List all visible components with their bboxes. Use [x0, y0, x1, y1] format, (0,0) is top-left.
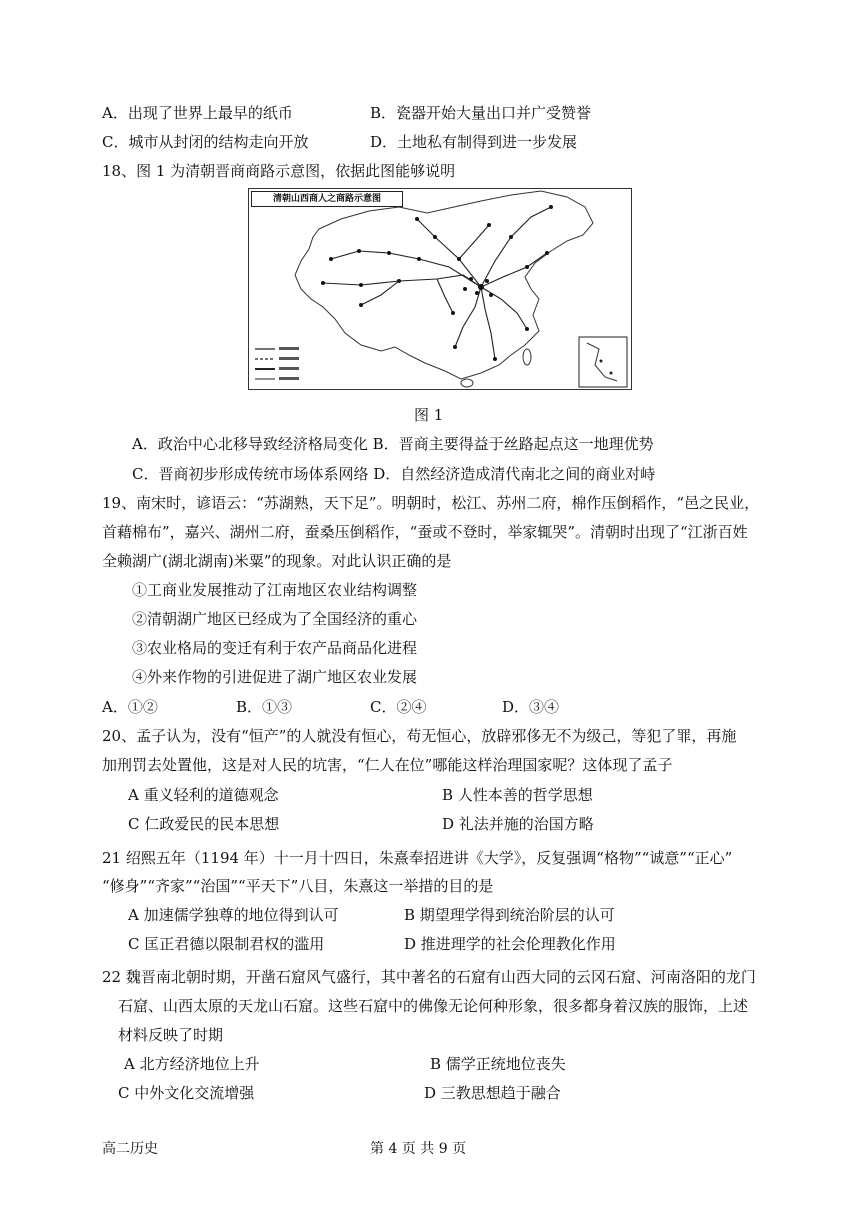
q19-option-a: A．①②: [102, 698, 158, 716]
q18-options-cd: C．晋商初步形成传统市场体系网络 D．自然经济造成清代南北之间的商业对峙: [132, 465, 656, 483]
q21-option-c: C 匡正君德以限制君权的滥用: [128, 935, 325, 953]
q19-item-3: ③农业格局的变迁有利于农产品商品化进程: [132, 639, 418, 657]
q17-option-a: A．出现了世界上最早的纸币: [102, 104, 293, 122]
map-graphic: [249, 189, 631, 389]
q19-option-b: B．①③: [236, 698, 293, 716]
city-markers: [321, 205, 553, 361]
merchant-route-map: [248, 188, 632, 390]
q19-item-4: ④外来作物的引进促进了湖广地区农业发展: [132, 668, 418, 686]
q22-stem-line-2: 石窟、山西太原的天龙山石窟。这些石窟中的佛像无论何种形象，很多都身着汉族的服饰，上述: [118, 997, 749, 1015]
q22-stem-line-3: 材料反映了时期: [118, 1026, 224, 1044]
q19-option-d: D．③④: [502, 698, 560, 716]
q19-item-2: ②清朝湖广地区已经成为了全国经济的重心: [132, 610, 418, 628]
q20-option-c: C 仁政爱民的民本思想: [128, 815, 280, 833]
q20-option-a: A 重义轻利的道德观念: [128, 786, 279, 804]
q20-stem-line-1: 20、孟子认为，没有“恒产”的人就没有恒心，苟无恒心，放辟邪侈无不为级己，等犯了罪，再施: [102, 727, 737, 745]
q17-option-c: C．城市从封闭的结构走向开放: [102, 133, 309, 151]
q21-stem-line-1: 21 绍熙五年（1194 年）十一月十四日，朱熹奉招进讲《大学》，反复强调“格物”“诚意”“正心”: [102, 849, 733, 867]
q22-option-b: B 儒学正统地位丧失: [430, 1055, 566, 1073]
q22-stem-line-1: 22 魏晋南北朝时期，开凿石窟风气盛行，其中著名的石窟有山西大同的云冈石窟、河南洛阳的龙门: [102, 968, 756, 986]
q19-stem-line-3: 全赖湖广(湖北湖南)米粟”的现象。对此认识正确的是: [102, 552, 452, 570]
q21-option-b: B 期望理学得到统治阶层的认可: [404, 906, 615, 924]
q20-option-d: D 礼法并施的治国方略: [442, 815, 594, 833]
q21-stem-line-2: “修身”“齐家”“治国”“平天下”八目，朱熹这一举措的目的是: [102, 877, 494, 895]
map-title: 清朝山西商人之商路示意图: [251, 191, 403, 207]
q17-option-b: B．瓷器开始大量出口并广受赞誉: [370, 104, 592, 122]
q22-option-a: A 北方经济地位上升: [124, 1055, 260, 1073]
q19-item-1: ①工商业发展推动了江南地区农业结构调整: [132, 581, 418, 599]
q21-option-d: D 推进理学的社会伦理教化作用: [404, 935, 616, 953]
q18-stem: 18、图 1 为清朝晋商商路示意图，依据此图能够说明: [102, 162, 456, 180]
q19-option-c: C．②④: [370, 698, 427, 716]
map-legend: [255, 347, 299, 380]
q18-options-ab: A．政治中心北移导致经济格局变化 B．晋商主要得益于丝路起点这一地理优势: [132, 435, 654, 453]
footer-subject: 高二历史: [102, 1141, 158, 1157]
q17-option-d: D．土地私有制得到进一步发展: [370, 133, 578, 151]
q20-option-b: B 人性本善的哲学思想: [442, 786, 593, 804]
footer-page-number: 第 4 页 共 9 页: [370, 1141, 467, 1157]
q22-option-d: D 三教思想趋于融合: [424, 1084, 561, 1102]
q20-stem-line-2: 加刑罚去处置他，这是对人民的坑害，“仁人在位”哪能这样治理国家呢？这体现了孟子: [102, 756, 673, 774]
q22-option-c: C 中外文化交流增强: [118, 1084, 255, 1102]
q19-stem-line-2: 首藉棉布”，嘉兴、湖州二府，蚕桑压倒稻作，“蚕或不登时，举家辄哭”。清朝时出现了“江浙百姓: [102, 523, 748, 541]
map-inset: [579, 337, 627, 387]
q19-stem-line-1: 19、南宋时，谚语云：“苏湖熟，天下足”。明朝时，松江、苏州二府，棉作压倒稻作，“邑之民业，: [102, 494, 760, 512]
map-outline: [295, 191, 593, 379]
trade-routes: [323, 207, 551, 359]
figure-caption: 图 1: [414, 406, 444, 424]
q21-option-a: A 加速儒学独尊的地位得到认可: [128, 906, 339, 924]
